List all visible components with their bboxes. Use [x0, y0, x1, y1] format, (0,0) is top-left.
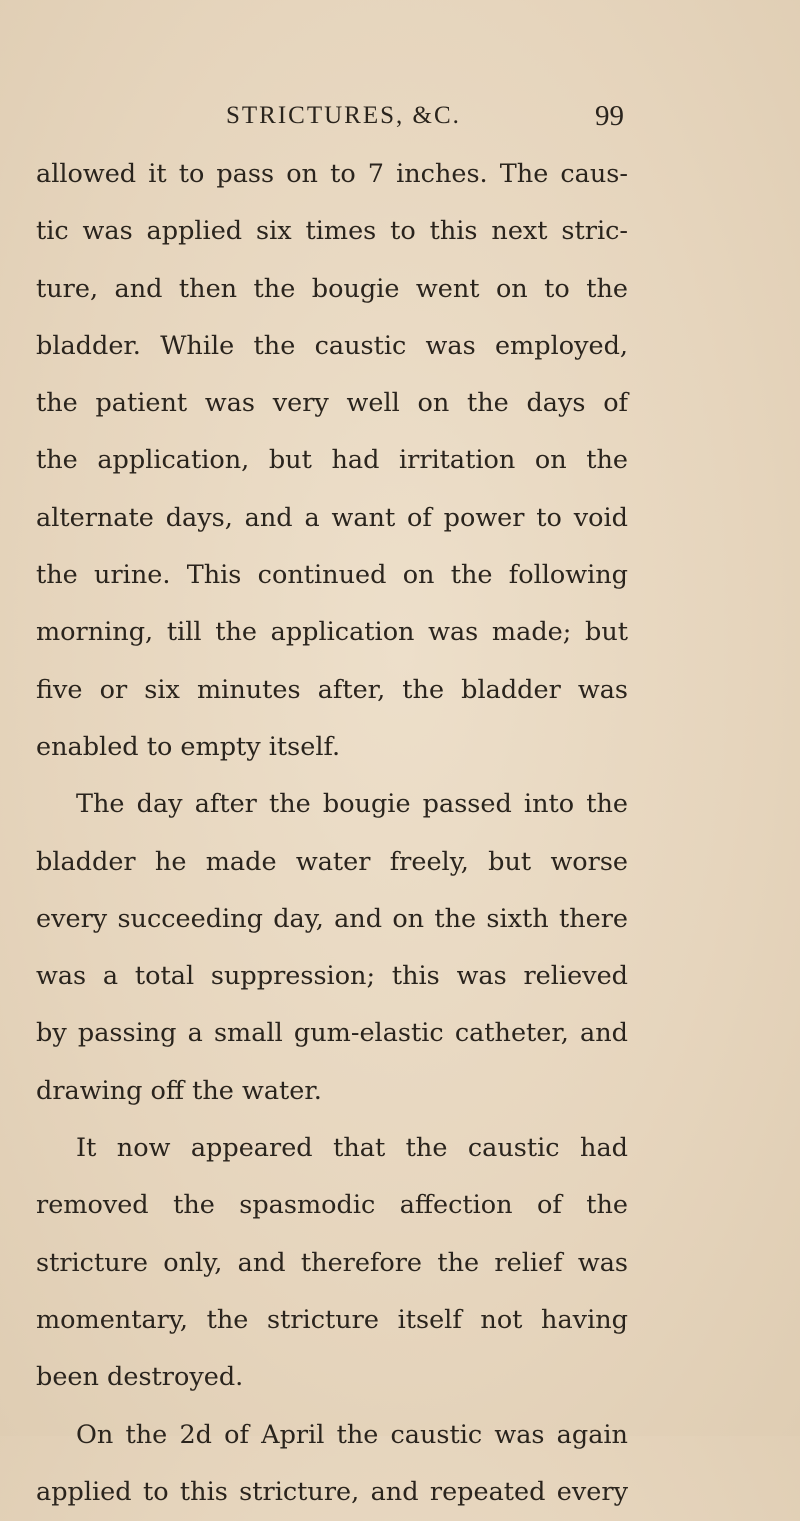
text-line: stricture only, and therefore the relief was [36, 1247, 628, 1278]
text-line: bladder. While the caustic was employed, [36, 330, 628, 361]
text-line: removed the spasmodic affection of the [36, 1190, 628, 1221]
text-line: been destroyed. [36, 1362, 244, 1393]
text-line: tic was applied six times to this next stric- [36, 216, 628, 247]
text-line: allowed it to pass on to 7 inches. The caus- [36, 159, 628, 189]
text-line: morning, till the application was made; but [36, 617, 628, 648]
text-line: ture, and then the bougie went on to the [36, 273, 628, 304]
text-line: the urine. This continued on the following [36, 560, 628, 591]
running-title: STRICTURES, &C. [226, 102, 461, 129]
text-line: alternate days, and a want of power to void [36, 502, 628, 533]
text-line: enabled to empty itself. [36, 731, 341, 762]
text-line: the patient was very well on the days of [36, 388, 628, 419]
text-line: The day after the bougie passed into the [76, 789, 628, 820]
text-line: was a total suppression; this was relieved [36, 961, 628, 992]
text-line: by passing a small gum-elastic catheter, and [36, 1018, 628, 1049]
page-number: 99 [595, 100, 624, 132]
text-line: five or six minutes after, the bladder was [36, 674, 628, 705]
text-line: applied to this stricture, and repeated every [36, 1476, 628, 1507]
running-head [36, 96, 628, 136]
text-line: momentary, the stricture itself not having [36, 1304, 628, 1335]
text-line: every succeeding day, and on the sixth there [36, 903, 628, 934]
text-line: the application, but had irritation on the [36, 445, 628, 476]
text-line: bladder he made water freely, but worse [36, 846, 628, 877]
text-line: On the 2d of April the caustic was again [76, 1419, 628, 1450]
text-line: It now appeared that the caustic had [76, 1133, 628, 1164]
body-text [36, 146, 628, 1521]
text-line: drawing off the water. [36, 1075, 322, 1106]
